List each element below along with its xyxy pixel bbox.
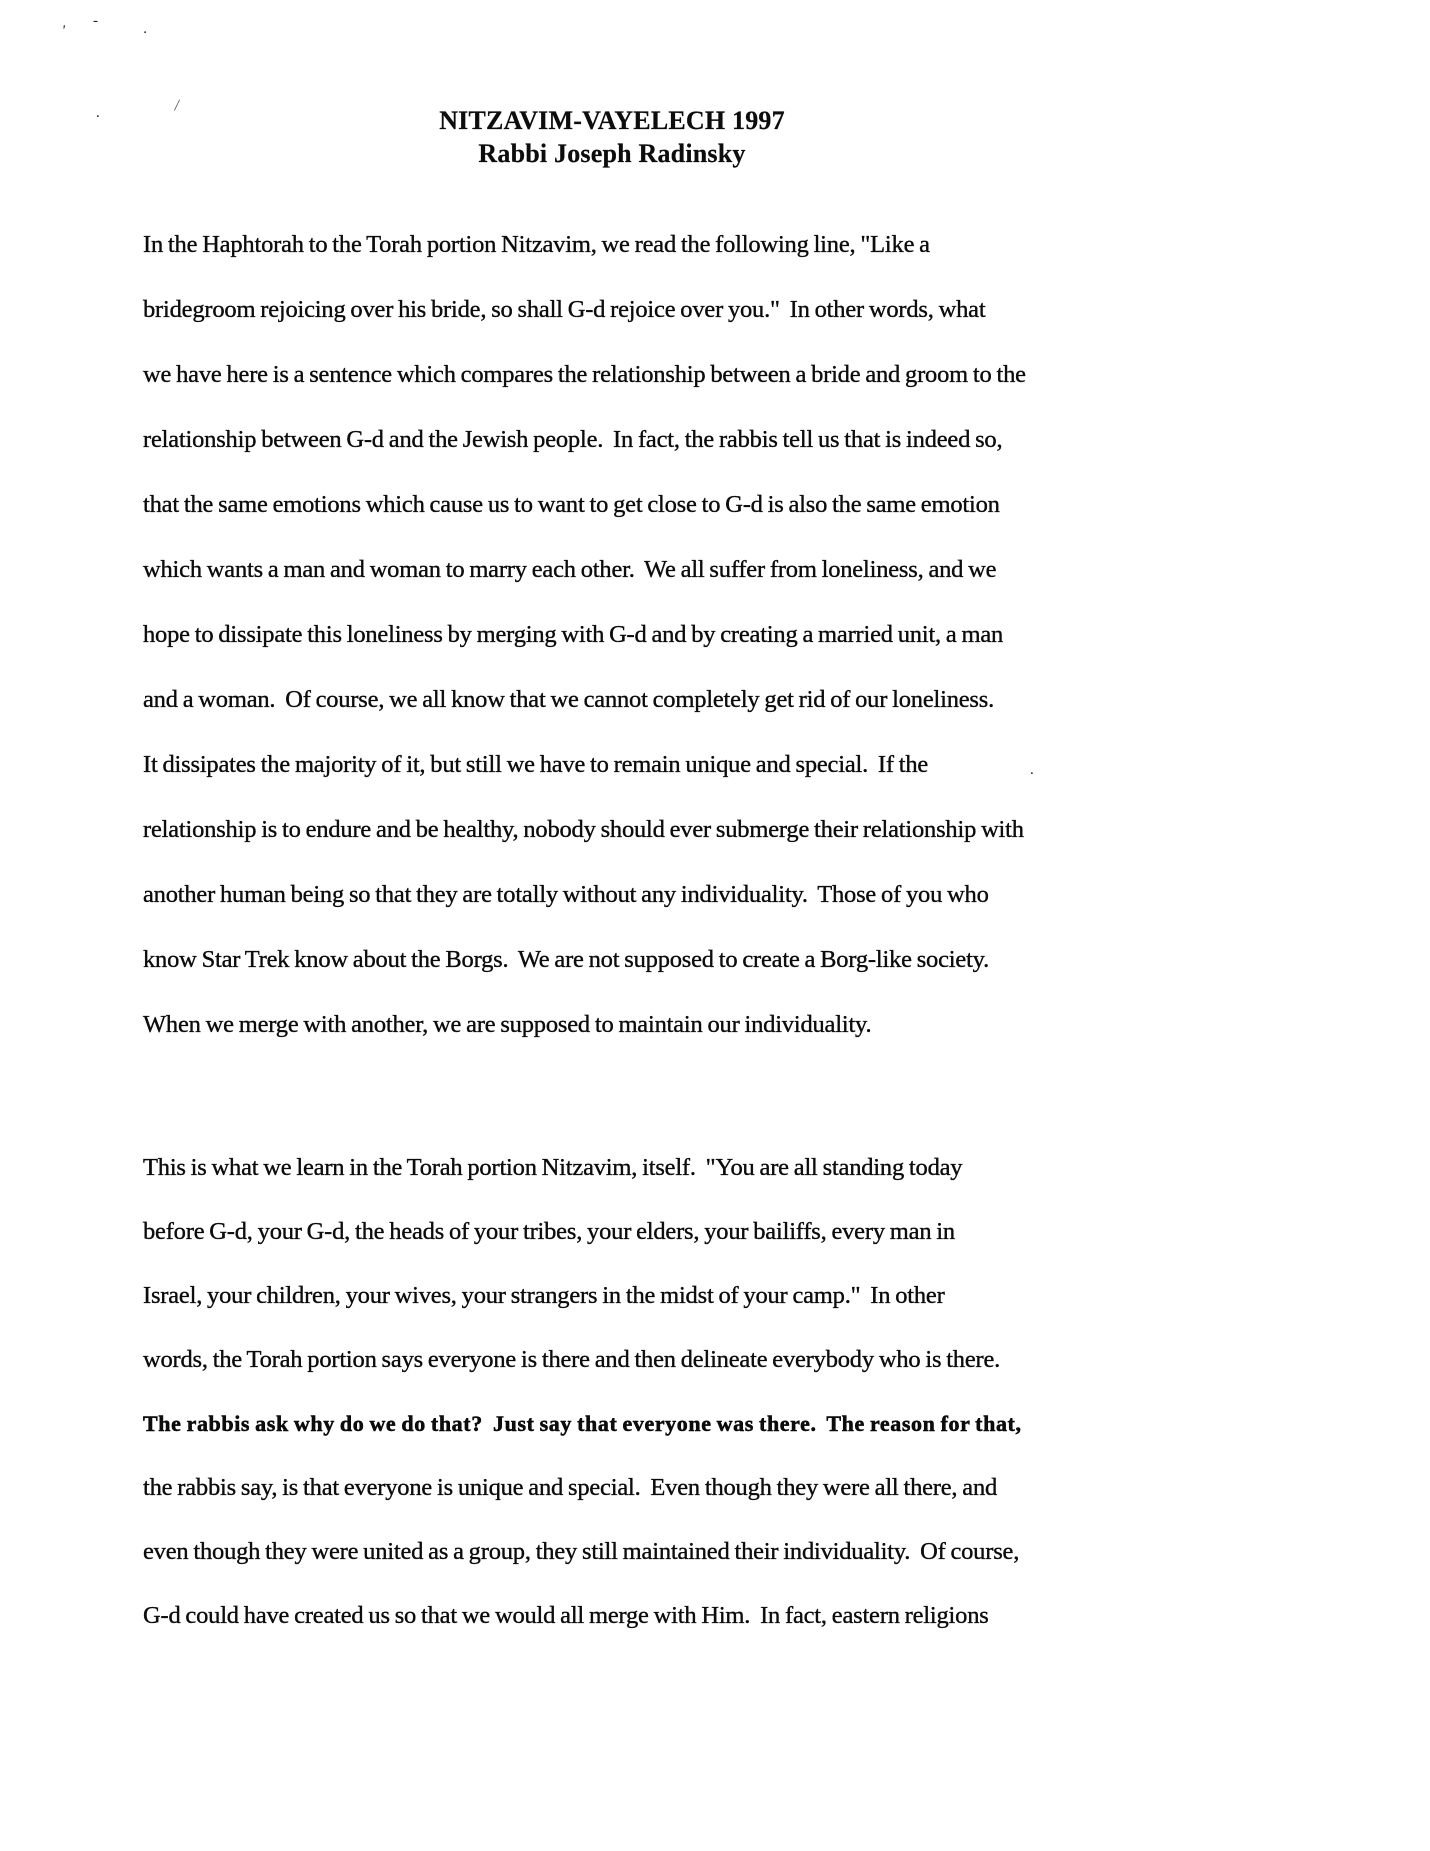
scan-artifact: · [139, 24, 151, 42]
scan-artifact: ⁄ [174, 97, 180, 115]
text-line: even though they were united as a group, they still maintained their individuality. Of course, [143, 1538, 1020, 1565]
scan-artifact: . [1030, 762, 1034, 778]
text-line: words, the Torah portion says everyone is there and then delineate everybody who is there. [143, 1346, 1001, 1373]
text-line: This is what we learn in the Torah portion Nitzavim, itself. "You are all standing today [143, 1154, 963, 1181]
scan-artifact: ' [60, 22, 67, 40]
page-author: Rabbi Joseph Radinsky [478, 139, 746, 168]
text-line: which wants a man and woman to marry each other. We all suffer from loneliness, and we [143, 556, 997, 583]
text-line: before G-d, your G-d, the heads of your tribes, your elders, your bailiffs, every man in [143, 1218, 955, 1245]
page-title: NITZAVIM-VAYELECH 1997 [439, 106, 785, 135]
text-line: and a woman. Of course, we all know that we cannot completely get rid of our loneliness. [143, 686, 995, 713]
text-line: bridegroom rejoicing over his bride, so shall G-d rejoice over you." In other words, what [143, 296, 986, 323]
text-line: hope to dissipate this loneliness by merging with G-d and by creating a married unit, a man [143, 621, 1004, 648]
text-line: In the Haphtorah to the Torah portion Nitzavim, we read the following line, "Like a [143, 231, 930, 258]
text-line: that the same emotions which cause us to want to get close to G-d is also the same emotion [143, 491, 1000, 518]
text-line: we have here is a sentence which compares the relationship between a bride and groom to the [143, 361, 1026, 388]
scan-artifact: . [96, 105, 100, 121]
text-line: the rabbis say, is that everyone is unique and special. Even though they were all there, and [143, 1474, 998, 1501]
paragraph-1 [143, 212, 1143, 1057]
scan-artifact: - [93, 13, 98, 29]
text-line: relationship is to endure and be healthy, nobody should ever submerge their relationship with [143, 816, 1024, 843]
title-block [142, 104, 1082, 170]
text-line: relationship between G-d and the Jewish people. In fact, the rabbis tell us that is indeed so, [143, 426, 1003, 453]
paragraph-2 [143, 1136, 1143, 1648]
text-line: another human being so that they are totally without any individuality. Those of you who [143, 881, 989, 908]
text-line: Israel, your children, your wives, your strangers in the midst of your camp." In other [143, 1282, 945, 1309]
text-line: It dissipates the majority of it, but still we have to remain unique and special. If the [143, 751, 929, 778]
text-line: G-d could have created us so that we would all merge with Him. In fact, eastern religions [143, 1602, 989, 1629]
text-line: When we merge with another, we are supposed to maintain our individuality. [143, 1011, 872, 1038]
text-line: know Star Trek know about the Borgs. We are not supposed to create a Borg-like society. [143, 946, 990, 973]
text-line-heavy-strike: The rabbis ask why do we do that? Just say that everyone was there. The reason for that, [143, 1411, 1022, 1436]
